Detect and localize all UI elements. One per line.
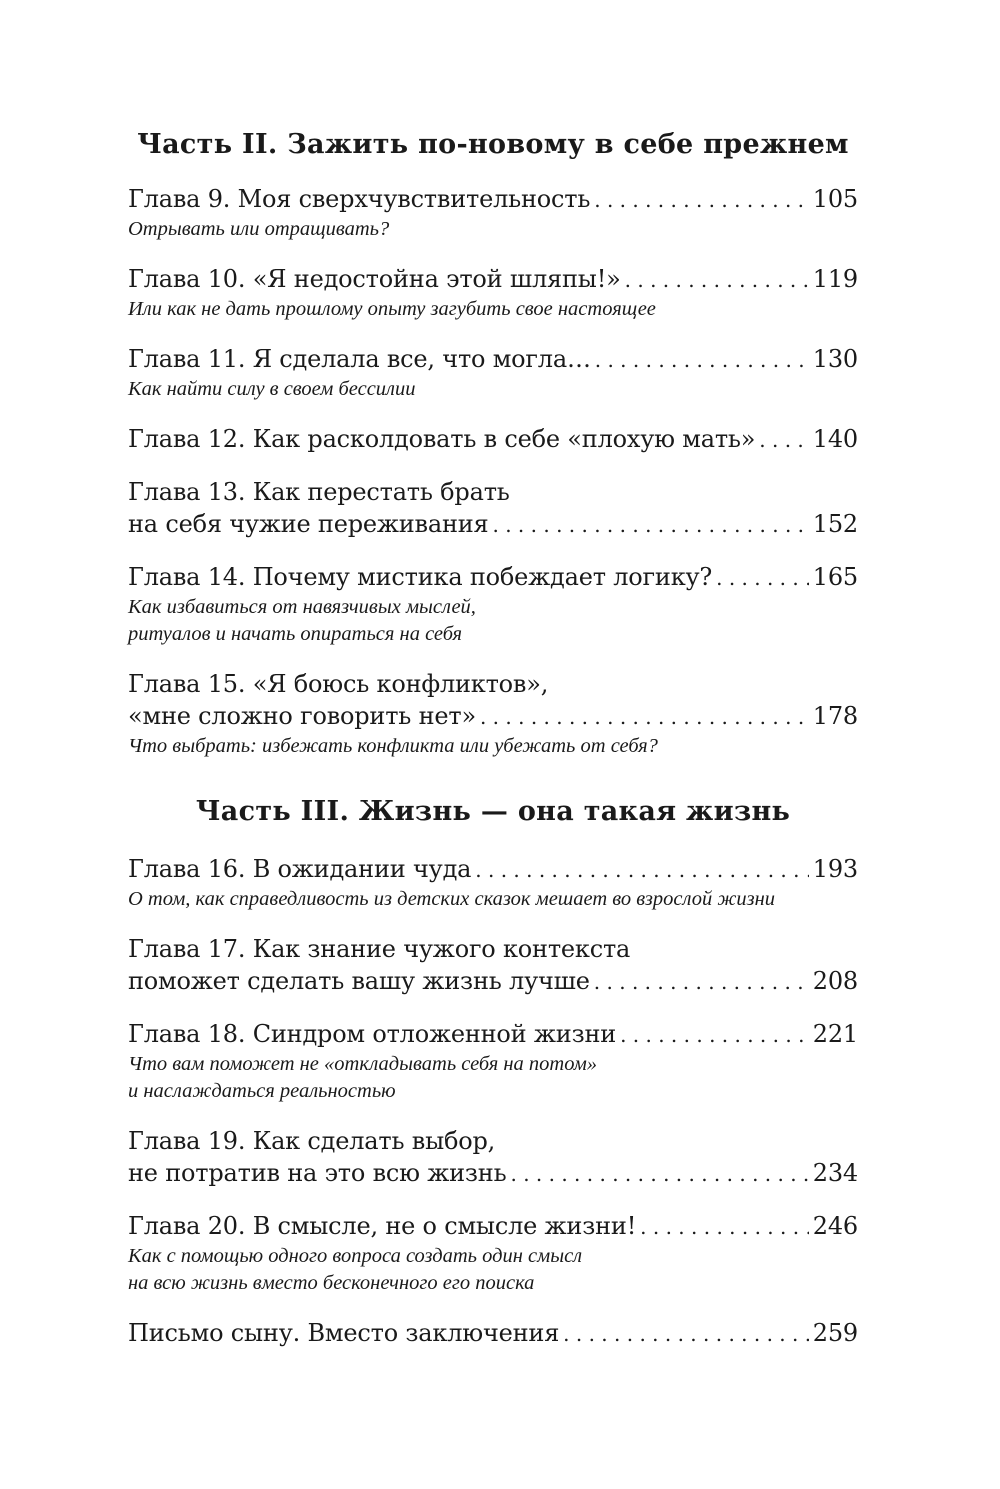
toc-entry-line	[128, 1018, 858, 1051]
dot-leader	[640, 1211, 809, 1243]
part-2-title: Часть II. Зажить по-новому в себе прежнем	[137, 129, 849, 160]
dot-leader	[475, 854, 809, 886]
entry-title: Глава 9. Моя сверхчувствительность	[128, 185, 591, 213]
dot-leader	[716, 562, 809, 594]
toc-entry-line	[128, 965, 858, 998]
toc-entry-line	[128, 1125, 858, 1157]
entry-title: Глава 12. Как расколдовать в себе «плохую мать»	[128, 425, 756, 453]
page-number: 193	[812, 855, 858, 883]
entry-gap	[128, 243, 858, 263]
entry-subtitle: Что выбрать: избежать конфликта или убежать от себя?	[128, 735, 658, 757]
entry-gap	[128, 1297, 858, 1317]
toc-entry	[128, 343, 858, 403]
toc-entry-line	[128, 668, 858, 700]
toc-entry	[128, 423, 858, 456]
toc-entry	[128, 933, 858, 998]
dot-leader	[595, 344, 809, 376]
entry-gap	[128, 1190, 858, 1210]
part-2-entries	[128, 183, 858, 760]
dot-leader	[594, 184, 809, 216]
toc-entry	[128, 561, 858, 648]
dot-leader	[759, 424, 809, 456]
entry-gap	[128, 1105, 858, 1125]
dot-leader	[510, 1158, 808, 1190]
entry-title: на себя чужие переживания	[128, 510, 489, 538]
page-number: 246	[812, 1212, 858, 1240]
entry-subtitle: Как избавиться от навязчивых мыслей,	[128, 596, 476, 618]
entry-title: Глава 16. В ожидании чуда	[128, 855, 472, 883]
toc-entry	[128, 183, 858, 243]
entry-gap	[128, 323, 858, 343]
toc-entry-line	[128, 183, 858, 216]
page-number: 119	[812, 265, 858, 293]
page-number: 208	[812, 967, 858, 995]
toc-entry	[128, 853, 858, 913]
dot-leader	[493, 509, 809, 541]
page-number: 234	[812, 1159, 858, 1187]
toc-entry-line	[128, 853, 858, 886]
part-3-entries	[128, 853, 858, 1350]
entry-subtitle: Или как не дать прошлому опыту загубить свое настоящее	[128, 298, 656, 320]
toc-entry-line	[128, 1317, 858, 1350]
entry-gap	[128, 913, 858, 933]
entry-subtitle: Как найти силу в своем бессилии	[128, 378, 416, 400]
toc-entry-line	[128, 423, 858, 456]
entry-title: Глава 15. «Я боюсь конфликтов»,	[128, 670, 549, 698]
entry-subtitle: ритуалов и начать опираться на себя	[128, 623, 463, 645]
toc-entry-line	[128, 263, 858, 296]
dot-leader	[620, 1019, 809, 1051]
toc-entry	[128, 668, 858, 760]
entry-title: Глава 13. Как перестать брать	[128, 478, 510, 506]
page-number: 140	[812, 425, 858, 453]
entry-subtitle: Что вам поможет не «откладывать себя на потом»	[128, 1053, 598, 1075]
entry-gap	[128, 998, 858, 1018]
toc-entry	[128, 1210, 858, 1297]
toc-entry	[128, 1317, 858, 1350]
dot-leader	[594, 966, 809, 998]
entry-subtitle: и наслаждаться реальностью	[128, 1080, 396, 1102]
entry-subtitle: Отрывать или отращивать?	[128, 218, 390, 240]
entry-gap	[128, 648, 858, 668]
toc-entry	[128, 1018, 858, 1105]
page-number: 130	[812, 345, 858, 373]
toc-entry-line	[128, 933, 858, 965]
entry-gap	[128, 403, 858, 423]
entry-subtitle: О том, как справедливость из детских сказок мешает во взрослой жизни	[128, 888, 776, 910]
entry-title: Глава 17. Как знание чужого контекста	[128, 935, 631, 963]
toc-entry-line	[128, 700, 858, 733]
entry-title: Глава 20. В смысле, не о смысле жизни!	[128, 1212, 637, 1240]
toc-entry-line	[128, 476, 858, 508]
toc-entry-line	[128, 1157, 858, 1190]
page-number: 165	[812, 563, 858, 591]
part-3-title: Часть III. Жизнь — она такая жизнь	[195, 796, 791, 827]
entry-subtitle: Как с помощью одного вопроса создать один смысл	[128, 1245, 583, 1267]
entry-title: «мне сложно говорить нет»	[128, 702, 476, 730]
dot-leader	[563, 1318, 809, 1350]
toc-entry	[128, 1125, 858, 1190]
toc-entry-line	[128, 1210, 858, 1243]
entry-gap	[128, 541, 858, 561]
entry-title: Письмо сыну. Вместо заключения	[128, 1319, 560, 1347]
page-number: 259	[812, 1319, 858, 1347]
entry-gap	[128, 456, 858, 476]
dot-leader	[625, 264, 809, 296]
dot-leader	[480, 701, 809, 733]
entry-title: Глава 10. «Я недостойна этой шляпы!»	[128, 265, 621, 293]
entry-title: поможет сделать вашу жизнь лучше	[128, 967, 590, 995]
entry-subtitle: на всю жизнь вместо бесконечного его поиска	[128, 1272, 535, 1294]
entry-title: Глава 19. Как сделать выбор,	[128, 1127, 496, 1155]
toc-entry	[128, 476, 858, 541]
entry-title: не потратив на это всю жизнь	[128, 1159, 507, 1187]
toc-entry-line	[128, 343, 858, 376]
entry-title: Глава 14. Почему мистика побеждает логику?	[128, 563, 713, 591]
table-of-contents	[128, 0, 858, 1350]
entry-title: Глава 18. Синдром отложенной жизни	[128, 1020, 617, 1048]
toc-entry-line	[128, 508, 858, 541]
entry-title: Глава 11. Я сделала все, что могла…	[128, 345, 591, 373]
toc-entry-line	[128, 561, 858, 594]
page-number: 152	[812, 510, 858, 538]
page-number: 221	[812, 1020, 858, 1048]
toc-entry	[128, 263, 858, 323]
page-number: 178	[812, 702, 858, 730]
page-number: 105	[812, 185, 858, 213]
